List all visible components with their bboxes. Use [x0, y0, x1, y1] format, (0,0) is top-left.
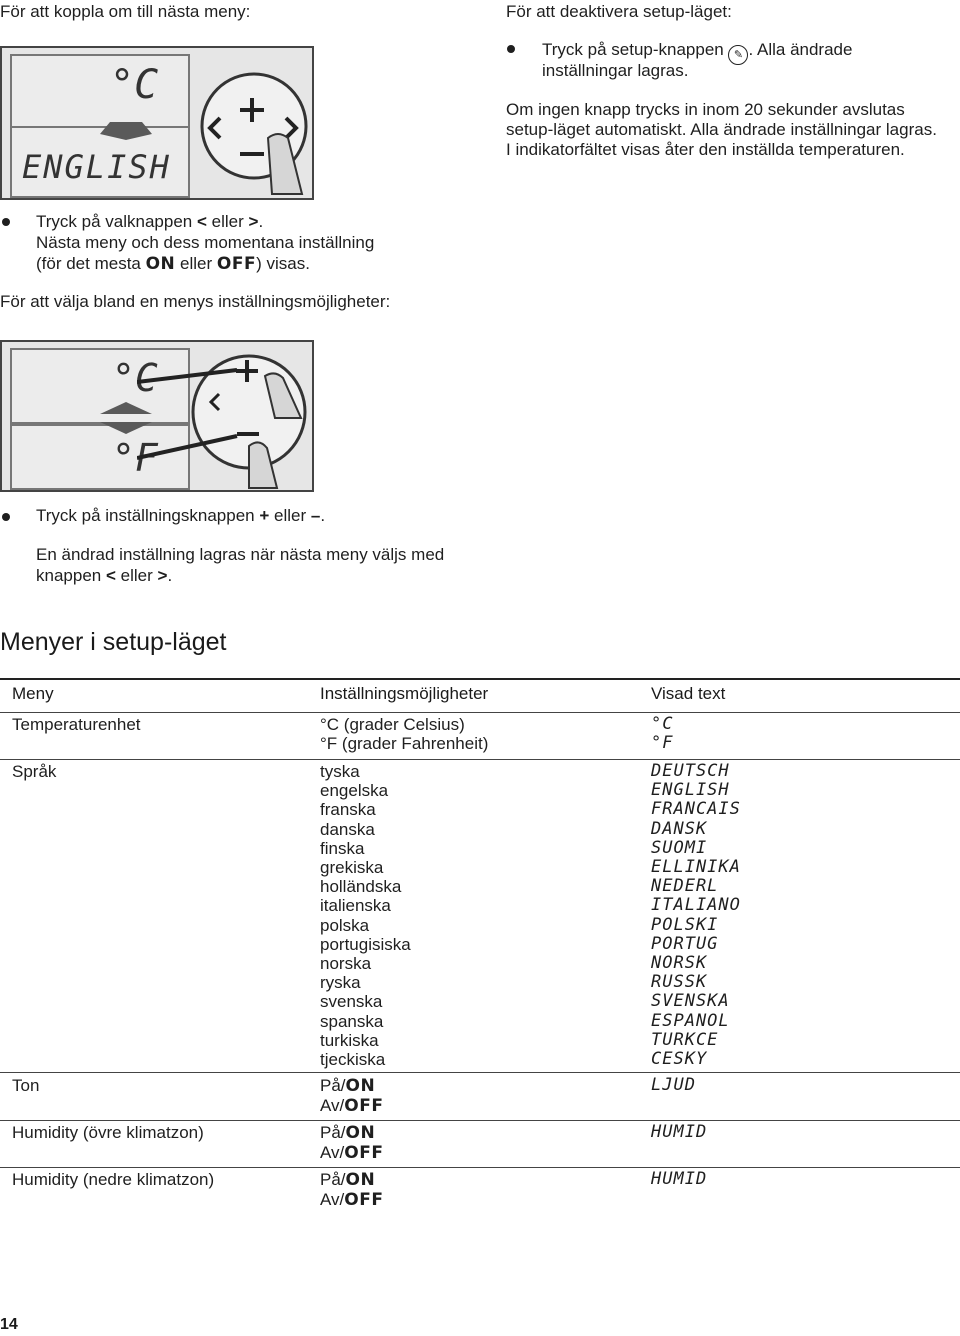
right-paragraph-line: I indikatorfältet visas åter den inställda temperaturen. — [506, 140, 905, 159]
row-language-options — [320, 762, 411, 1069]
option-item: °F (grader Fahrenheit) — [320, 734, 489, 754]
figure-2-panel — [0, 340, 314, 492]
figure-1-panel — [0, 46, 314, 200]
right-key-symbol: > — [157, 566, 168, 585]
option-prefix: På/ — [320, 1076, 346, 1095]
left-key-symbol: < — [196, 212, 207, 231]
row-rule — [0, 1120, 960, 1121]
option-item: italienska — [320, 896, 391, 916]
header-display: Visad text — [651, 684, 726, 703]
row-tone-menu: Ton — [12, 1076, 40, 1095]
bullet2-line2: Nästa meny och dess momentana inställning — [36, 233, 375, 252]
bullet3-or: eller — [274, 506, 307, 525]
header-options: Inställningsmöjligheter — [320, 684, 489, 703]
display-text: °F — [651, 733, 674, 754]
option-item: tyska — [320, 762, 360, 781]
display-text: PORTUG — [651, 933, 719, 954]
saved-paragraph-line2 — [36, 566, 172, 586]
row-language-menu: Språk — [12, 762, 57, 781]
option-item: grekiska — [320, 858, 384, 878]
option-prefix: På/ — [320, 1170, 346, 1189]
option-item: danska — [320, 819, 375, 839]
display-text: °C — [651, 714, 674, 734]
off-badge: OFF — [216, 254, 257, 274]
figure-2-lcd-unit-f: °F — [112, 436, 158, 480]
row-rule — [0, 759, 960, 760]
bullet2-line3 — [36, 254, 310, 274]
row-rule — [0, 1167, 960, 1168]
saved-paragraph-line1: En ändrad inställning lagras när nästa meny väljs med — [36, 545, 445, 564]
bullet2-or: eller — [180, 254, 213, 273]
bullet3-line — [36, 506, 325, 526]
bullet3-text: Tryck på inställningsknappen — [36, 506, 255, 525]
row-temperature-menu: Temperaturenhet — [12, 715, 141, 734]
bullet2-text: Tryck på valknappen — [36, 212, 193, 231]
row-temperature-display — [651, 715, 673, 753]
left-top-heading: För att koppla om till nästa meny: — [0, 2, 251, 21]
display-text: SVENSKA — [651, 991, 730, 1012]
figure-1-lcd-language: ENGLISH — [22, 148, 171, 186]
figure-2-dial-icon — [137, 346, 312, 490]
display-text: NEDERL — [651, 876, 719, 897]
bullet-dot — [507, 45, 515, 53]
on-badge: ON — [145, 254, 176, 274]
row-humidity-lower-menu: Humidity (nedre klimatzon) — [12, 1170, 215, 1189]
display-text: SUOMI — [651, 837, 708, 858]
row-humidity-upper-display: HUMID — [651, 1122, 708, 1142]
option-item: svenska — [320, 992, 383, 1012]
bullet2-text: (för det mesta — [36, 254, 141, 273]
bullet-dot — [2, 218, 10, 226]
header-menu: Meny — [12, 684, 54, 703]
right-paragraph — [506, 100, 937, 160]
option-item: tjeckiska — [320, 1050, 386, 1070]
row-humidity-lower-display: HUMID — [651, 1169, 708, 1189]
display-text: DEUTSCH — [651, 761, 730, 781]
row-tone-options — [320, 1076, 383, 1116]
row-humidity-lower-options — [320, 1170, 383, 1210]
right-bullet-text-b: . Alla ändrade — [748, 40, 853, 59]
option-item: ryska — [320, 973, 361, 993]
option-item: norska — [320, 954, 372, 974]
off-badge: OFF — [344, 1143, 384, 1164]
bullet3-dot: . — [320, 506, 326, 525]
option-item: finska — [320, 838, 365, 858]
row-rule — [0, 1072, 960, 1073]
option-prefix: På/ — [320, 1123, 346, 1142]
on-badge: ON — [345, 1170, 376, 1190]
menu-table — [0, 670, 960, 1220]
option-item: portugisiska — [320, 934, 411, 954]
display-text: FRANCAIS — [651, 799, 741, 820]
option-item: franska — [320, 800, 376, 820]
right-paragraph-line: setup-läget automatiskt. Alla ändrade inställningar lagras. — [506, 120, 937, 139]
off-badge: OFF — [344, 1096, 384, 1117]
bullet2-dot: . — [258, 212, 264, 231]
saved-text: knappen — [36, 566, 102, 585]
on-badge: ON — [345, 1123, 376, 1143]
row-language-display — [651, 762, 741, 1069]
option-prefix: Av/ — [320, 1143, 345, 1163]
setup-key-icon: ✎ — [728, 45, 748, 65]
option-item: spanska — [320, 1011, 384, 1031]
display-text: ESPANOL — [651, 1010, 730, 1031]
display-text: TURKCE — [651, 1029, 719, 1050]
option-prefix: Av/ — [320, 1190, 345, 1210]
saved-dot: . — [167, 566, 173, 585]
option-item: turkiska — [320, 1030, 379, 1050]
off-badge: OFF — [344, 1190, 384, 1211]
display-text: DANSK — [651, 818, 708, 839]
on-badge: ON — [345, 1076, 376, 1096]
display-text: RUSSK — [651, 972, 708, 993]
right-bullet-text-a: Tryck på setup-knappen — [542, 40, 724, 59]
display-text: POLSKI — [651, 914, 719, 935]
display-text: ENGLISH — [651, 780, 730, 801]
figure-1-lcd-unit: °C — [110, 62, 159, 108]
bullet-dot — [2, 513, 10, 521]
display-text: CESKY — [651, 1049, 708, 1070]
figure-1-down-arrow-icon — [96, 120, 156, 142]
saved-or: eller — [120, 566, 153, 585]
option-item: holländska — [320, 877, 402, 897]
right-top-heading: För att deaktivera setup-läget: — [506, 2, 732, 21]
minus-key-symbol: – — [310, 506, 321, 525]
option-prefix: Av/ — [320, 1096, 345, 1116]
option-item: engelska — [320, 781, 389, 801]
row-humidity-upper-menu: Humidity (övre klimatzon) — [12, 1123, 204, 1142]
right-paragraph-line: Om ingen knapp trycks in inom 20 sekunder avslutas — [506, 100, 905, 119]
left-key-symbol: < — [105, 566, 116, 585]
display-text: NORSK — [651, 953, 708, 974]
right-key-symbol: > — [248, 212, 259, 231]
row-tone-display: LJUD — [651, 1075, 696, 1095]
table-top-rule — [0, 678, 960, 680]
option-item: °C (grader Celsius) — [320, 715, 465, 734]
bullet2-text: ) visas. — [256, 254, 310, 273]
plus-key-symbol: + — [259, 506, 270, 525]
figure-2-lcd-unit-c: °C — [112, 356, 158, 400]
display-text: ELLINIKA — [651, 857, 741, 878]
figure-1-display-top — [10, 54, 190, 128]
right-bullet-line2: inställningar lagras. — [542, 61, 689, 80]
page-number: 14 — [0, 1316, 18, 1333]
choose-paragraph: För att välja bland en menys inställningsmöjligheter: — [0, 292, 391, 311]
option-item: polska — [320, 915, 370, 935]
table-header-rule — [0, 712, 960, 713]
row-humidity-upper-options — [320, 1123, 383, 1163]
bullet2-line1 — [36, 212, 263, 232]
bullet2-or: eller — [211, 212, 244, 231]
section-title: Menyer i setup-läget — [0, 628, 227, 656]
figure-1-dial-icon — [198, 68, 310, 196]
display-text: ITALIANO — [651, 895, 741, 916]
row-temperature-options — [320, 715, 488, 753]
